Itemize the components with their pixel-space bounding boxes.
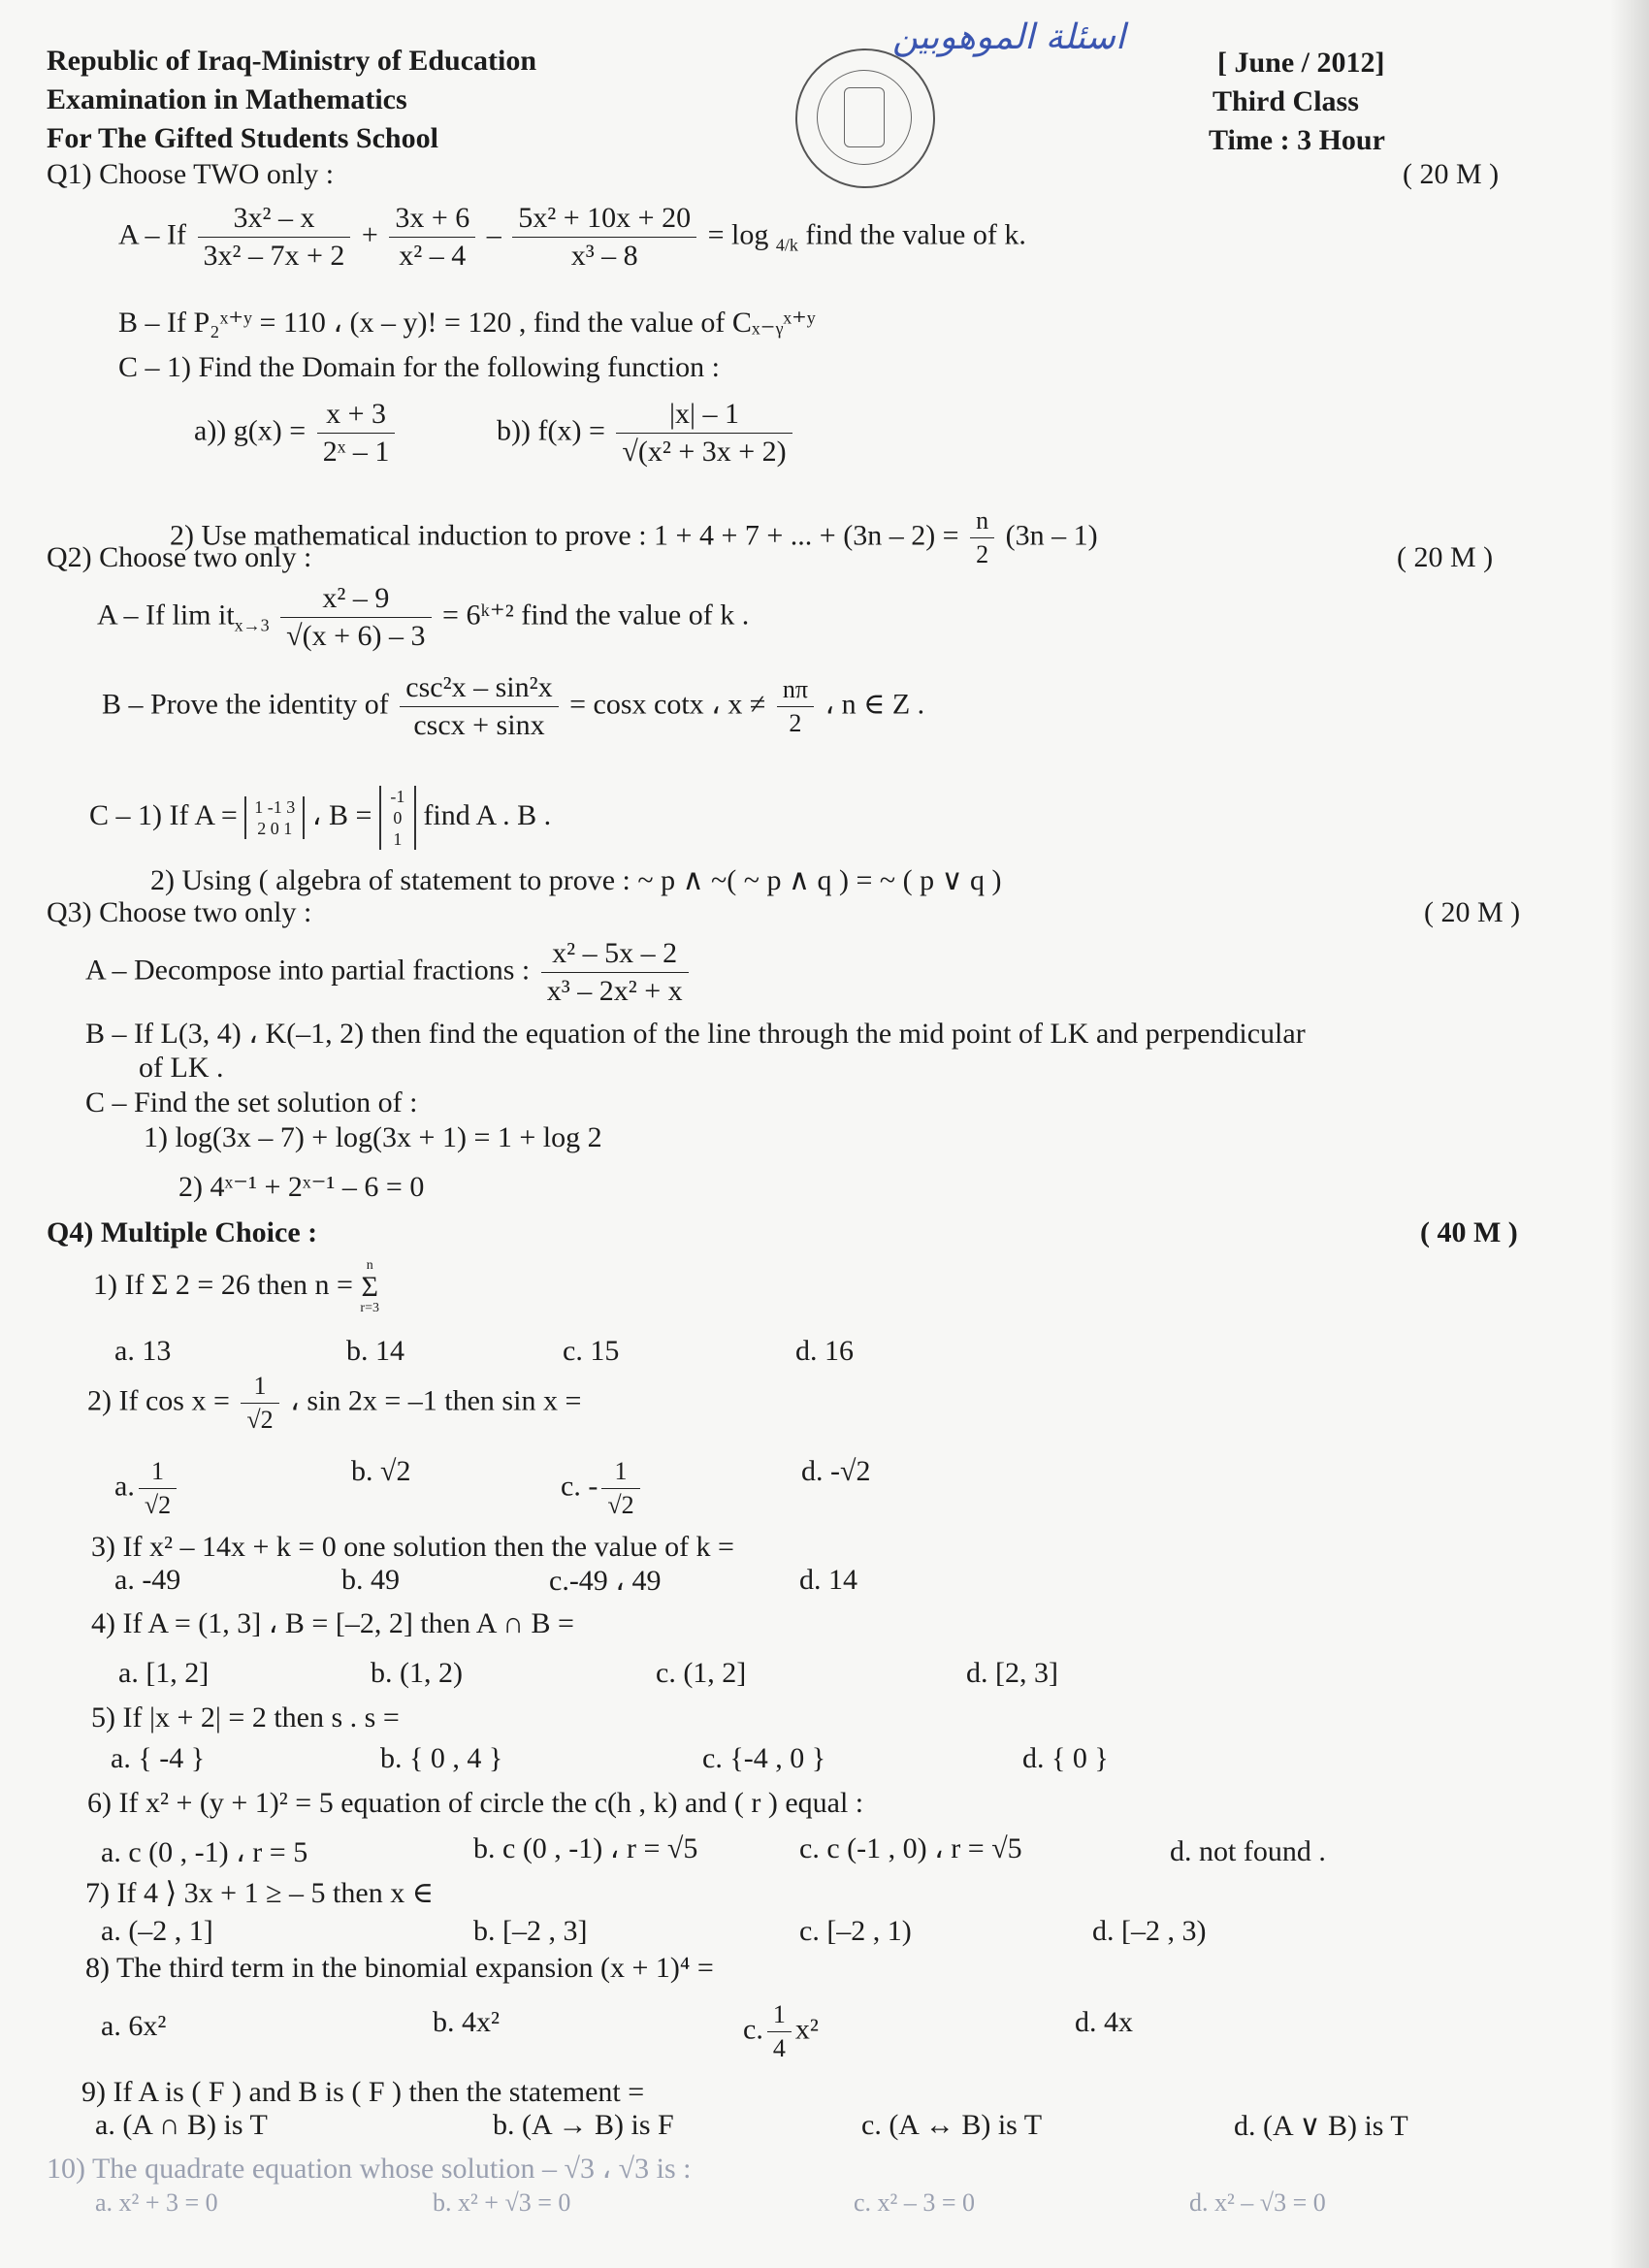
q4-item-2: 2) If cos x = $\frac{1}{√2}$ ، sin 2x = –1 then sin x = xyxy=(87,1372,582,1434)
q3-c2: 2) 4ˣ⁻¹ + 2ˣ⁻¹ – 6 = 0 xyxy=(178,1171,425,1203)
q3-part-c: C – Find the set solution of : xyxy=(85,1086,418,1118)
header-date: [ June / 2012] xyxy=(1217,47,1385,79)
q4-10-c: c. x² – 3 = 0 xyxy=(854,2188,975,2217)
q1-part-c1: C – 1) Find the Domain for the following function : xyxy=(118,351,720,383)
q4-4-d: d. [2, 3] xyxy=(966,1657,1058,1689)
q1-part-a: A – If $\frac{\text{3x² – x}}{\text{3x² – 7x + 2}}$ + $\frac{3x + 6}{\text{x² – 4}}$ – $\frac{\text{5x² + 10x + 20}}{\text{x³ – 8}}$ = log $_{4/k}$ find the value of k. xyxy=(118,202,1026,272)
q4-2-c: c. - $\frac{1}{√2}$ xyxy=(561,1457,644,1520)
matrix-b: -1 0 1 xyxy=(379,786,416,850)
q4-2-a: a. $\frac{1}{√2}$ xyxy=(114,1457,180,1520)
q2-part-c2: 2) Using ( algebra of statement to prove : ~ p ∧ ~( ~ p ∧ q ) = ~ ( p ∨ q ) xyxy=(150,864,1002,896)
q2-title: Q2) Choose two only : xyxy=(47,541,312,573)
q4-1-a: a. 13 xyxy=(114,1335,172,1367)
q4-2-b: b. √2 xyxy=(351,1455,411,1487)
header-time: Time : 3 Hour xyxy=(1209,124,1385,156)
q4-9-a: a. (A ∩ B) is T xyxy=(95,2109,268,2141)
matrix-a: 1 -1 3 2 0 1 xyxy=(244,796,305,839)
q4-9-c: c. (A ↔ B) is T xyxy=(861,2109,1043,2141)
q4-5-a: a. { -4 } xyxy=(111,1742,206,1774)
q4-4-a: a. [1, 2] xyxy=(118,1657,210,1689)
q3-part-b-line2: of LK . xyxy=(139,1052,224,1084)
q4-item-6: 6) If x² + (y + 1)² = 5 equation of circle the c(h , k) and ( r ) equal : xyxy=(87,1787,864,1819)
q4-2-d: d. -√2 xyxy=(801,1455,871,1487)
q1-a-frac1: $\frac{\text{3x² – x}}{\text{3x² – 7x + 2}}$ xyxy=(198,202,351,273)
q4-10-a: a. x² + 3 = 0 xyxy=(95,2188,218,2217)
q4-8-b: b. 4x² xyxy=(433,2006,500,2038)
q4-marks: ( 40 M ) xyxy=(1420,1216,1518,1248)
q3-part-a: A – Decompose into partial fractions : $\frac{\text{x² – 5x – 2}}{\text{x³ – 2x² + x}}$ xyxy=(85,937,693,1008)
q4-5-b: b. { 0 , 4 } xyxy=(380,1742,503,1774)
q2-marks: ( 20 M ) xyxy=(1397,541,1494,573)
sigma-icon: n Σ r=3 xyxy=(360,1258,379,1315)
q3-marks: ( 20 M ) xyxy=(1424,896,1521,928)
q2-part-c1: C – 1) If A = 1 -1 3 2 0 1 ، B = -1 0 1 find A . B . xyxy=(89,787,552,849)
q4-7-d: d. [–2 , 3) xyxy=(1092,1915,1207,1947)
q4-6-d: d. not found . xyxy=(1170,1835,1326,1867)
q4-3-b: b. 49 xyxy=(341,1564,400,1596)
q1-a-prefix: A – If xyxy=(118,218,186,251)
q4-3-a: a. -49 xyxy=(114,1564,181,1596)
header-class: Third Class xyxy=(1212,85,1359,117)
q1-part-b: B – If P₂ˣ⁺ʸ = 110 ، (x – y)! = 120 , find the value of Cₓ₋ᵧˣ⁺ʸ xyxy=(118,307,816,339)
q1-a-frac3: $\frac{\text{5x² + 10x + 20}}{\text{x³ – 8}}$ xyxy=(512,202,696,273)
q1-marks: ( 20 M ) xyxy=(1403,158,1500,190)
q4-1-c: c. 15 xyxy=(563,1335,620,1367)
q4-item-10: 10) The quadrate equation whose solution – √3 ، √3 is : xyxy=(47,2153,692,2185)
q4-7-a: a. (–2 , 1] xyxy=(101,1915,213,1947)
q4-10-b: b. x² + √3 = 0 xyxy=(433,2188,571,2217)
q4-3-c: c.-49 ، 49 xyxy=(549,1565,662,1597)
scan-shadow xyxy=(1610,0,1649,2268)
q4-8-a: a. 6x² xyxy=(101,2010,167,2042)
ministry-seal-icon xyxy=(795,49,935,188)
q4-8-d: d. 4x xyxy=(1075,2006,1133,2038)
header-ministry: Republic of Iraq-Ministry of Education xyxy=(47,45,537,77)
q2-part-a: A – If $\lim it_{x\to 3}$ $\frac{\text{x² – 9}}{√(x + 6) - 3}$ = 6ᵏ⁺² find the value of k . xyxy=(97,582,750,652)
q4-9-b: b. (A → B) is F xyxy=(493,2109,674,2141)
q4-item-7: 7) If 4 ⟩ 3x + 1 ≥ – 5 then x ∈ xyxy=(85,1877,434,1909)
q1-a-frac2: $\frac{3x + 6}{\text{x² – 4}}$ xyxy=(389,202,475,273)
q4-7-c: c. [–2 , 1) xyxy=(799,1915,912,1947)
q4-item-3: 3) If x² – 14x + k = 0 one solution then the value of k = xyxy=(91,1531,734,1563)
q4-6-c: c. c (-1 , 0) ، r = √5 xyxy=(799,1832,1022,1864)
handwritten-note: اسئلة الموهوبين xyxy=(892,17,1125,57)
q4-10-d: d. x² – √3 = 0 xyxy=(1189,2188,1326,2217)
q4-item-9: 9) If A is ( F ) and B is ( F ) then the statement = xyxy=(81,2076,645,2108)
q4-1-b: b. 14 xyxy=(346,1335,404,1367)
q4-3-d: d. 14 xyxy=(799,1564,857,1596)
q4-5-d: d. { 0 } xyxy=(1022,1742,1109,1774)
q4-1-d: d. 16 xyxy=(795,1335,854,1367)
q2-part-b: B – Prove the identity of $\frac{\text{csc²x – sin²x}}{\csc x + \sin x}$ = cosx cotx ، x ≠ $\frac{n\pi}{2}$ ، n ∈ Z . xyxy=(102,671,925,741)
q4-item-1: 1) If Σ 2 = 26 then n = n Σ r=3 xyxy=(93,1258,379,1315)
q4-4-b: b. (1, 2) xyxy=(371,1657,463,1689)
q4-6-a: a. c (0 , -1) ، r = 5 xyxy=(101,1836,308,1868)
q4-5-c: c. {-4 , 0 } xyxy=(702,1742,826,1774)
q4-9-d: d. (A ∨ B) is T xyxy=(1234,2110,1408,2142)
q4-4-c: c. (1, 2] xyxy=(656,1657,747,1689)
q4-item-8: 8) The third term in the binomial expansion (x + 1)⁴ = xyxy=(85,1952,714,1984)
q4-7-b: b. [–2 , 3] xyxy=(473,1915,588,1947)
q1-c1-b: b)) f(x) = $\frac{|x| - 1}{\text{√(x² + 3x + 2)}}$ xyxy=(497,398,796,469)
header-exam: Examination in Mathematics xyxy=(47,83,407,115)
q1-c2: 2) Use mathematical induction to prove : 1 + 4 + 7 + ... + (3n – 2) = $\frac{n}{2}$ (3n – 1) xyxy=(170,506,1098,568)
q3-part-b-line1: B – If L(3, 4) ، K(–1, 2) then find the equation of the line through the mid point of LK and perpendicular xyxy=(85,1018,1306,1050)
q4-item-4: 4) If A = (1, 3] ، B = [–2, 2] then A ∩ B = xyxy=(91,1607,574,1639)
q3-title: Q3) Choose two only : xyxy=(47,896,312,928)
q1-title: Q1) Choose TWO only : xyxy=(47,158,335,190)
q4-item-5: 5) If |x + 2| = 2 then s . s = xyxy=(91,1701,400,1733)
q4-6-b: b. c (0 , -1) ، r = √5 xyxy=(473,1832,698,1864)
q4-title: Q4) Multiple Choice : xyxy=(47,1216,318,1248)
q3-c1: 1) log(3x – 7) + log(3x + 1) = 1 + log 2 xyxy=(144,1121,602,1153)
header-school: For The Gifted Students School xyxy=(47,122,438,154)
q1-c1-a: a)) g(x) = $\frac{x + 3}{\text{2ˣ – 1}}$ xyxy=(194,398,399,469)
q4-8-c: c. $\frac{1}{4}$ x² xyxy=(743,2000,819,2062)
